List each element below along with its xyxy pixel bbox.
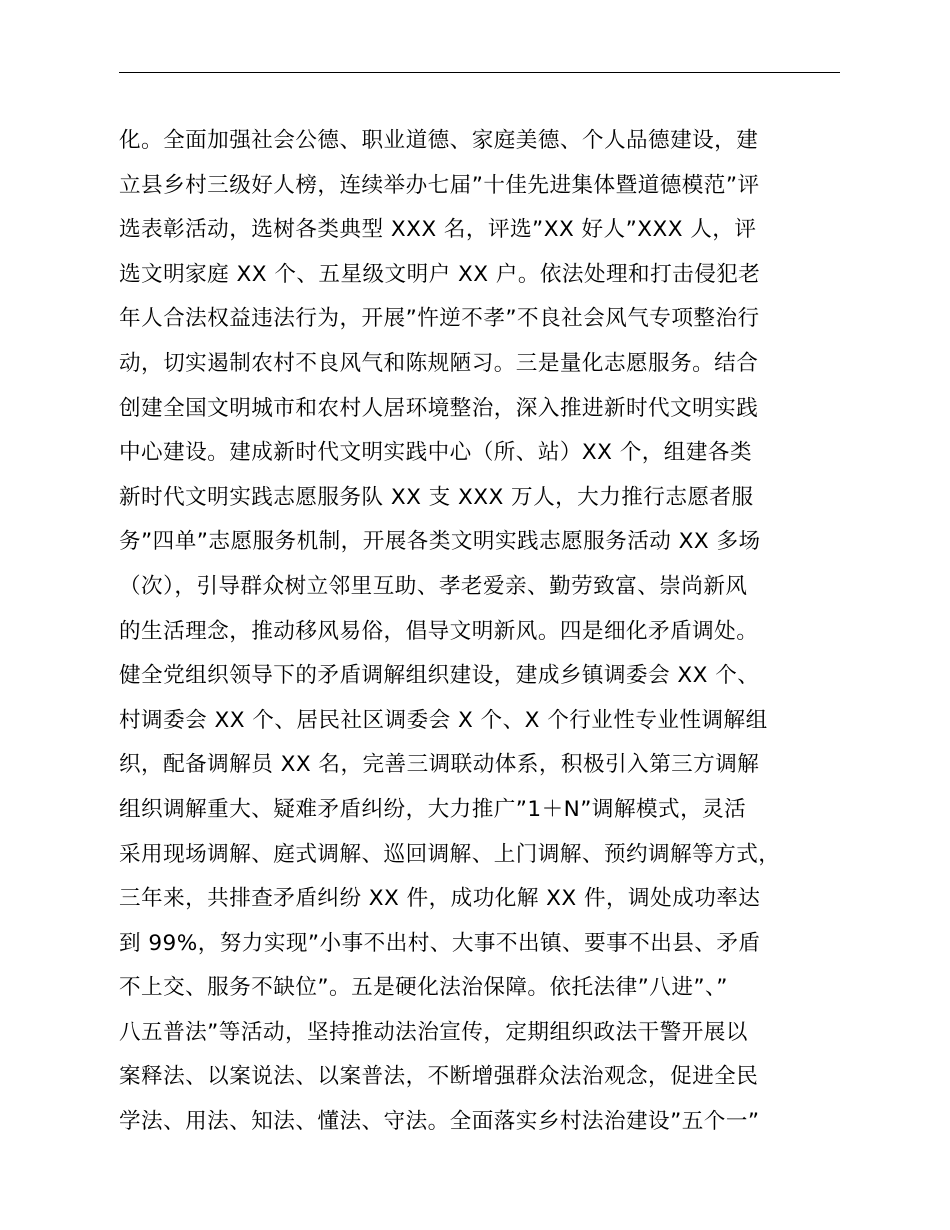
text-line: 组织调解重大、疑难矛盾纠纷，大力推广”1＋N”调解模式，灵活 (119, 796, 747, 822)
text-line: 村调委会 XX 个、居民社区调委会 X 个、X 个行业性专业性调解组 (119, 707, 768, 733)
text-line: 创建全国文明城市和农村人居环境整治，深入推进新时代文明实践 (119, 395, 759, 421)
text-line: 到 99%，努力实现”小事不出村、大事不出镇、要事不出县、矛盾 (119, 930, 761, 956)
text-line: 中心建设。建成新时代文明实践中心（所、站）XX 个，组建各类 (119, 440, 752, 466)
text-line: 年人合法权益违法行为，开展”忤逆不孝”不良社会风气专项整治行 (119, 306, 760, 332)
text-line: 采用现场调解、庭式调解、巡回调解、上门调解、预约调解等方式， (119, 841, 781, 867)
text-line: （次），引导群众树立邻里互助、孝老爱亲、勤劳致富、崇尚新风 (119, 573, 748, 599)
text-line: 立县乡村三级好人榜，连续举办七届”十佳先进集体暨道德模范”评 (119, 172, 760, 198)
body-paragraph (119, 119, 859, 1145)
text-line: 学法、用法、知法、懂法、守法。全面落实乡村法治建设”五个一” (119, 1109, 760, 1135)
text-line: 的生活理念，推动移风易俗，倡导文明新风。四是细化矛盾调处。 (119, 618, 759, 644)
text-line: 不上交、服务不缺位”。五是硬化法治保障。依托法律”八进”、” (119, 975, 728, 1001)
text-line: 选文明家庭 XX 个、五星级文明户 XX 户。依法处理和打击侵犯老 (119, 261, 761, 287)
text-line: 选表彰活动，选树各类典型 XXX 名，评选”XX 好人”XXX 人，评 (119, 217, 757, 243)
header-rule (119, 72, 840, 73)
text-line: 动，切实遏制农村不良风气和陈规陋习。三是量化志愿服务。结合 (119, 350, 759, 376)
text-line: 八五普法”等活动，坚持推动法治宣传，定期组织政法干警开展以 (119, 1019, 748, 1045)
text-line: 新时代文明实践志愿服务队 XX 支 XXX 万人，大力推行志愿者服 (119, 484, 754, 510)
text-line: 务”四单”志愿服务机制，开展各类文明实践志愿服务活动 XX 多场 (119, 529, 761, 555)
text-line: 化。全面加强社会公德、职业道德、家庭美德、个人品德建设，建 (119, 128, 759, 153)
text-line: 健全党组织领导下的矛盾调解组织建设，建成乡镇调委会 XX 个、 (119, 663, 760, 689)
text-line: 三年来，共排查矛盾纠纷 XX 件，成功化解 XX 件，调处成功率达 (119, 886, 761, 912)
text-line: 案释法、以案说法、以案普法，不断增强群众法治观念，促进全民 (119, 1064, 759, 1090)
text-line: 织，配备调解员 XX 名，完善三调联动体系，积极引入第三方调解 (119, 752, 760, 778)
